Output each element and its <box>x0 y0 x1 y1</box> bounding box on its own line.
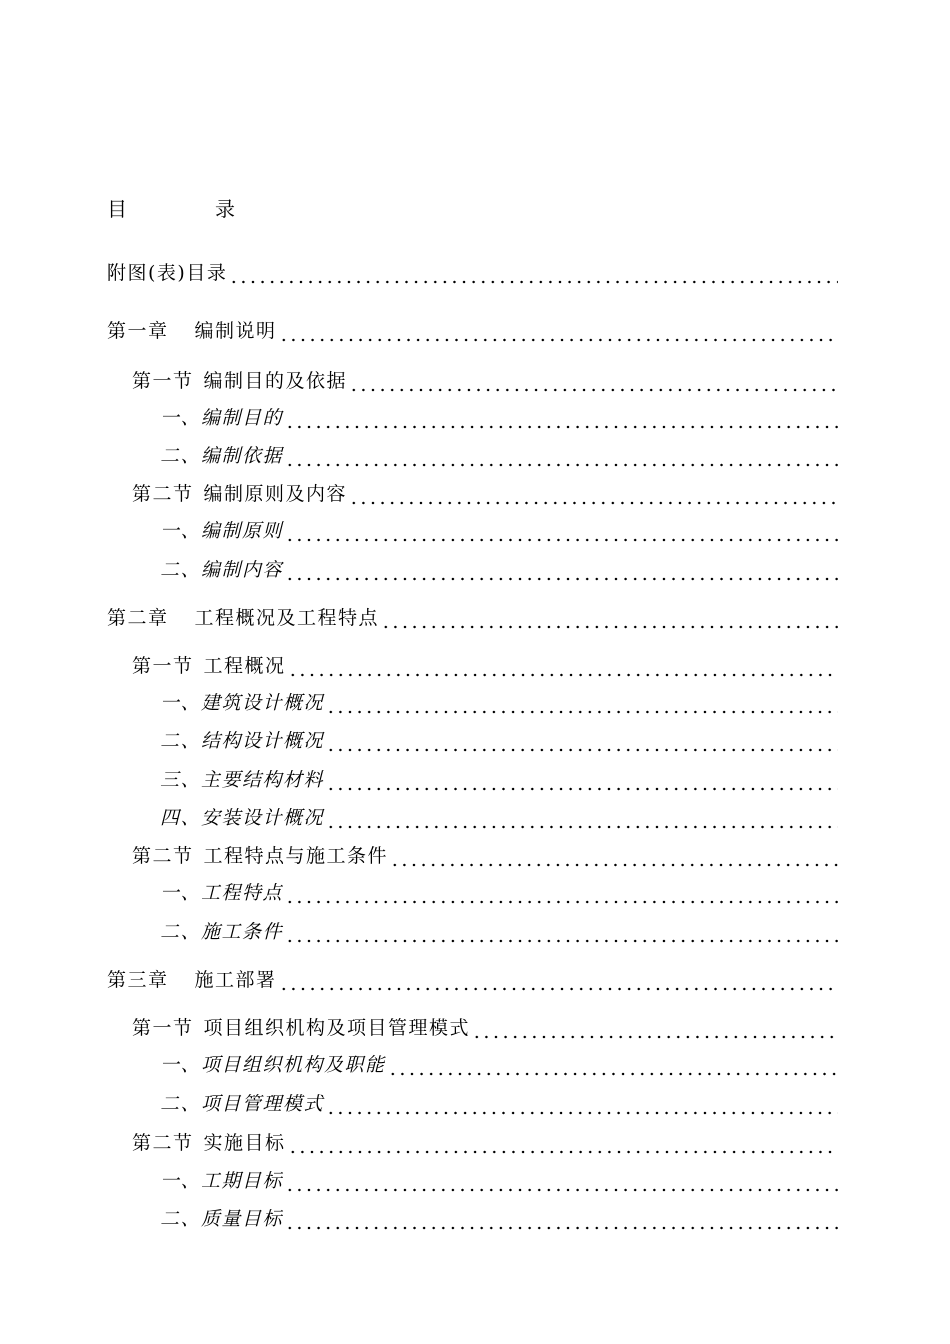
toc-entry-label <box>132 481 347 507</box>
toc-entry-title: 编制内容 <box>201 559 284 581</box>
toc-entry-title: 附图(表)目录 <box>107 262 228 284</box>
toc-entry-number: 一、 <box>160 407 202 429</box>
toc-entry-label <box>160 1206 283 1232</box>
toc-entry-label <box>160 1091 324 1117</box>
toc-dot-leader <box>285 518 838 544</box>
toc-entry[interactable] <box>160 880 838 906</box>
toc-entry-label <box>160 767 324 793</box>
toc-entry-number: 一、 <box>160 520 202 542</box>
toc-entry-number: 第一章 <box>107 320 169 342</box>
toc-entry-label <box>160 443 283 469</box>
toc-entry-title: 编制目的 <box>201 407 284 429</box>
toc-entry-title: 编制目的及依据 <box>203 370 348 392</box>
toc-entry-number: 第二节 <box>132 483 194 505</box>
toc-entry-number: 第二节 <box>132 845 194 867</box>
toc-entry-title: 项目组织机构及项目管理模式 <box>203 1017 471 1039</box>
toc-dot-leader <box>326 805 838 831</box>
toc-entry[interactable] <box>160 728 838 754</box>
toc-entry-label <box>160 518 283 544</box>
toc-dot-leader <box>288 653 838 679</box>
toc-entry[interactable] <box>107 260 838 286</box>
toc-entry[interactable] <box>160 1206 838 1232</box>
toc-dot-leader <box>279 318 838 344</box>
toc-entry-number: 二、 <box>160 1093 202 1115</box>
toc-entry-label <box>132 368 347 394</box>
toc-entry-number: 四、 <box>160 807 202 829</box>
toc-dot-leader <box>288 1130 838 1156</box>
toc-entry-title: 质量目标 <box>201 1208 284 1230</box>
toc-entry-title: 工程特点与施工条件 <box>203 845 389 867</box>
toc-entry[interactable] <box>160 767 838 793</box>
toc-entry-label <box>107 260 227 286</box>
toc-dot-leader <box>285 1206 838 1232</box>
toc-dot-leader <box>285 880 838 906</box>
toc-entry-number: 二、 <box>160 730 202 752</box>
toc-dot-leader <box>229 260 838 286</box>
toc-entry[interactable] <box>160 557 838 583</box>
toc-entry-number: 二、 <box>160 921 202 943</box>
toc-entry-label <box>160 728 324 754</box>
toc-entry-label <box>160 405 283 431</box>
toc-entry-title: 安装设计概况 <box>201 807 325 829</box>
toc-dot-leader <box>388 1052 838 1078</box>
toc-entry-title: 项目组织机构及职能 <box>201 1054 386 1076</box>
toc-entry-number: 第一节 <box>132 370 194 392</box>
toc-entry-number: 一、 <box>160 1170 202 1192</box>
toc-entry-number: 第一节 <box>132 655 194 677</box>
toc-entry-title: 项目管理模式 <box>201 1093 325 1115</box>
toc-entry[interactable] <box>132 843 838 869</box>
toc-dot-leader <box>285 557 838 583</box>
toc-entry-number: 一、 <box>160 692 202 714</box>
toc-entry-label <box>107 318 277 344</box>
toc-entry[interactable] <box>132 368 838 394</box>
toc-entry-label <box>107 605 379 631</box>
toc-dot-leader <box>326 728 838 754</box>
toc-entry[interactable] <box>107 318 838 344</box>
toc-entry[interactable] <box>160 919 838 945</box>
toc-entry-title: 施工部署 <box>194 969 277 991</box>
toc-entry-label <box>160 557 283 583</box>
toc-dot-leader <box>279 967 838 993</box>
toc-entry-title: 编制依据 <box>201 445 284 467</box>
toc-entry[interactable] <box>160 1091 838 1117</box>
toc-entry-title: 编制原则 <box>201 520 284 542</box>
toc-entry-number: 第二节 <box>132 1132 194 1154</box>
toc-dot-leader <box>285 1168 838 1194</box>
toc-entry[interactable] <box>107 605 838 631</box>
toc-entry[interactable] <box>132 653 838 679</box>
toc-dot-leader <box>326 1091 838 1117</box>
toc-entry-number: 第二章 <box>107 607 169 629</box>
toc-entry-title: 实施目标 <box>203 1132 286 1154</box>
toc-title: 目 录 <box>107 197 269 221</box>
toc-entry[interactable] <box>160 1052 838 1078</box>
toc-entry-label <box>160 1052 386 1078</box>
toc-entry-label <box>160 690 324 716</box>
toc-dot-leader <box>390 843 838 869</box>
toc-entry-label <box>160 1168 283 1194</box>
toc-entry-title: 施工条件 <box>201 921 284 943</box>
toc-entry-number: 第一节 <box>132 1017 194 1039</box>
toc-entry[interactable] <box>160 805 838 831</box>
toc-dot-leader <box>472 1015 838 1041</box>
toc-entry-title: 工程概况及工程特点 <box>194 607 380 629</box>
toc-dot-leader <box>285 405 838 431</box>
toc-entry[interactable] <box>132 1130 838 1156</box>
toc-dot-leader <box>326 767 838 793</box>
toc-dot-leader <box>381 605 838 631</box>
toc-entry-title: 编制原则及内容 <box>203 483 348 505</box>
toc-entry-title: 建筑设计概况 <box>201 692 325 714</box>
toc-entry-label <box>132 1015 470 1041</box>
toc-entry-title: 工期目标 <box>201 1170 284 1192</box>
toc-entry[interactable] <box>132 481 838 507</box>
toc-entry[interactable] <box>160 405 838 431</box>
toc-entry-title: 结构设计概况 <box>201 730 325 752</box>
toc-entry-title: 工程概况 <box>203 655 286 677</box>
toc-entry-label <box>132 653 286 679</box>
toc-entry[interactable] <box>160 443 838 469</box>
toc-entry-number: 二、 <box>160 445 202 467</box>
toc-dot-leader <box>326 690 838 716</box>
toc-entry-number: 一、 <box>160 882 202 904</box>
toc-entry[interactable] <box>160 690 838 716</box>
toc-entry[interactable] <box>132 1015 838 1041</box>
toc-entry-number: 三、 <box>160 769 202 791</box>
toc-entry-label <box>160 919 283 945</box>
toc-entry-label <box>132 843 388 869</box>
toc-entry-label <box>160 805 324 831</box>
toc-dot-leader <box>349 368 838 394</box>
toc-entry-number: 第三章 <box>107 969 169 991</box>
toc-entry[interactable] <box>160 1168 838 1194</box>
toc-entry-number: 二、 <box>160 559 202 581</box>
toc-entry[interactable] <box>107 967 838 993</box>
toc-dot-leader <box>349 481 838 507</box>
toc-dot-leader <box>285 919 838 945</box>
toc-entry-label <box>160 880 283 906</box>
toc-entry-label <box>132 1130 286 1156</box>
toc-entry-number: 二、 <box>160 1208 202 1230</box>
toc-entry[interactable] <box>160 518 838 544</box>
toc-entry-title: 主要结构材料 <box>201 769 325 791</box>
toc-dot-leader <box>285 443 838 469</box>
toc-entry-label <box>107 967 277 993</box>
toc-entry-title: 工程特点 <box>201 882 284 904</box>
toc-entry-number: 一、 <box>160 1054 202 1076</box>
toc-entry-title: 编制说明 <box>194 320 277 342</box>
